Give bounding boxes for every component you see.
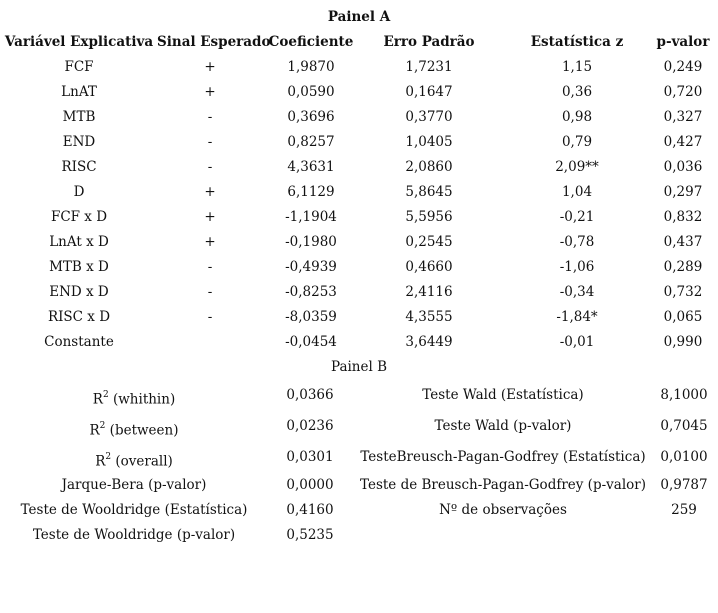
z-stat-cell: 0,79 xyxy=(561,134,593,150)
panel-a-title: Painel A xyxy=(327,9,391,25)
sign-cell: - xyxy=(207,159,213,175)
table-row xyxy=(0,280,718,305)
table-row xyxy=(0,180,718,205)
table-row xyxy=(0,412,718,443)
stat-label-text: R xyxy=(92,391,103,408)
stat-label: Jarque-Bera (p-valor) xyxy=(61,477,207,493)
stat-value: 0,0236 xyxy=(286,418,334,434)
std-error-cell: 0,2545 xyxy=(405,234,453,250)
table-row xyxy=(0,255,718,280)
stat-value: 0,5235 xyxy=(286,527,334,543)
std-error-cell: 0,3770 xyxy=(405,109,453,125)
table-row xyxy=(0,305,718,330)
coefficient-cell: -8,0359 xyxy=(285,309,337,325)
std-error-cell: 0,1647 xyxy=(405,84,453,100)
stat-label-text: R xyxy=(89,422,100,439)
stat-label xyxy=(10,381,258,412)
table-row xyxy=(0,381,718,412)
z-stat-cell: -0,34 xyxy=(559,284,595,300)
std-error-cell: 1,7231 xyxy=(405,59,453,75)
table-row xyxy=(0,155,718,180)
z-stat-cell: -0,01 xyxy=(559,334,595,350)
stat-value: 0,0000 xyxy=(286,477,334,493)
panel-a-header-row xyxy=(0,30,718,55)
table-row xyxy=(0,105,718,130)
p-value-cell: 0,437 xyxy=(663,234,703,250)
p-value-cell: 0,832 xyxy=(663,209,703,225)
table-row xyxy=(0,130,718,155)
variable-cell: LnAt x D xyxy=(49,234,109,250)
coefficient-cell: 0,8257 xyxy=(287,134,335,150)
std-error-cell: 4,3555 xyxy=(405,309,453,325)
variable-cell: Constante xyxy=(44,334,114,350)
stat-value-2 xyxy=(650,523,718,548)
coefficient-cell: 0,0590 xyxy=(287,84,335,100)
z-stat-cell: 0,98 xyxy=(561,109,593,125)
coefficient-cell: -0,4939 xyxy=(285,259,337,275)
p-value-cell: 0,065 xyxy=(663,309,703,325)
p-value-cell: 0,720 xyxy=(663,84,703,100)
sign-cell: - xyxy=(207,259,213,275)
sign-cell: + xyxy=(204,59,216,75)
header-z-stat: Estatística z xyxy=(530,34,624,50)
coefficient-cell: 6,1129 xyxy=(287,184,335,200)
p-value-cell: 0,732 xyxy=(663,284,703,300)
variable-cell: FCF xyxy=(64,59,94,75)
stat-label-suffix: (between) xyxy=(105,422,179,439)
coefficient-cell: -0,0454 xyxy=(285,334,337,350)
stat-value: 0,0366 xyxy=(286,387,334,403)
stat-label-2: TesteBreusch-Pagan-Godfrey (Estatística) xyxy=(360,449,646,465)
z-stat-cell: -0,78 xyxy=(559,234,595,250)
z-stat-cell: 1,15 xyxy=(561,59,593,75)
z-stat-cell: 2,09** xyxy=(555,159,599,175)
variable-cell: FCF x D xyxy=(50,209,108,225)
coefficient-cell: 0,3696 xyxy=(287,109,335,125)
stat-label-2 xyxy=(356,523,650,548)
sign-cell: - xyxy=(207,134,213,150)
variable-cell: LnAT xyxy=(61,84,97,100)
stat-label-2: Teste Wald (Estatística) xyxy=(422,387,584,403)
sign-cell: + xyxy=(204,234,216,250)
std-error-cell: 5,5956 xyxy=(405,209,453,225)
stat-value-2: 0,9787 xyxy=(660,477,708,493)
z-stat-cell: 1,04 xyxy=(561,184,593,200)
std-error-cell: 1,0405 xyxy=(405,134,453,150)
table-row xyxy=(0,523,718,548)
sign-cell xyxy=(157,330,263,355)
p-value-cell: 0,327 xyxy=(663,109,703,125)
p-value-cell: 0,289 xyxy=(663,259,703,275)
variable-cell: END xyxy=(62,134,96,150)
z-stat-cell: -0,21 xyxy=(559,209,595,225)
z-stat-cell: 0,36 xyxy=(561,84,593,100)
table-row xyxy=(0,80,718,105)
std-error-cell: 3,6449 xyxy=(405,334,453,350)
panel-b-title: Painel B xyxy=(330,359,388,375)
stat-label-2: Teste de Breusch-Pagan-Godfrey (p-valor) xyxy=(360,477,646,493)
sign-cell: + xyxy=(204,209,216,225)
p-value-cell: 0,990 xyxy=(663,334,703,350)
variable-cell: END x D xyxy=(49,284,109,300)
header-expected-sign: Sinal Esperado xyxy=(157,34,271,50)
superscript: 2 xyxy=(105,452,112,462)
stat-label xyxy=(10,443,258,474)
stat-label-suffix: (overall) xyxy=(111,453,173,470)
p-value-cell: 0,297 xyxy=(663,184,703,200)
table-row xyxy=(0,330,718,355)
table-row xyxy=(0,498,718,523)
coefficient-cell: -1,1904 xyxy=(285,209,337,225)
p-value-cell: 0,036 xyxy=(663,159,703,175)
std-error-cell: 2,0860 xyxy=(405,159,453,175)
header-std-error: Erro Padrão xyxy=(383,34,475,50)
variable-cell: RISC xyxy=(61,159,97,175)
variable-cell: D xyxy=(73,184,85,200)
table-row xyxy=(0,55,718,80)
table-row xyxy=(0,230,718,255)
stat-label: Teste de Wooldridge (p-valor) xyxy=(32,527,236,543)
stat-label-2: Teste Wald (p-valor) xyxy=(434,418,572,434)
stat-value: 0,4160 xyxy=(286,502,334,518)
superscript: 2 xyxy=(102,390,109,400)
p-value-cell: 0,249 xyxy=(663,59,703,75)
variable-cell: MTB x D xyxy=(49,259,109,275)
coefficient-cell: -0,1980 xyxy=(285,234,337,250)
sign-cell: - xyxy=(207,284,213,300)
header-variable: Variável Explicativa xyxy=(4,34,154,50)
stat-value-2: 0,7045 xyxy=(660,418,708,434)
z-stat-cell: -1,84* xyxy=(556,309,598,325)
variable-cell: MTB xyxy=(62,109,96,125)
std-error-cell: 0,4660 xyxy=(405,259,453,275)
stat-value-2: 0,0100 xyxy=(660,449,708,465)
stat-label: Teste de Wooldridge (Estatística) xyxy=(20,502,248,518)
stat-label xyxy=(10,412,258,443)
superscript: 2 xyxy=(99,421,106,431)
coefficient-cell: -0,8253 xyxy=(285,284,337,300)
std-error-cell: 2,4116 xyxy=(405,284,453,300)
sign-cell: - xyxy=(207,309,213,325)
std-error-cell: 5,8645 xyxy=(405,184,453,200)
table-row xyxy=(0,443,718,474)
sign-cell: + xyxy=(204,184,216,200)
coefficient-cell: 1,9870 xyxy=(287,59,335,75)
stat-value-2: 8,1000 xyxy=(660,387,708,403)
variable-cell: RISC x D xyxy=(47,309,111,325)
stat-label-2: Nº de observações xyxy=(439,502,567,518)
stat-label-text: R xyxy=(95,453,106,470)
stat-label-suffix: (whithin) xyxy=(108,391,176,408)
stat-value: 0,0301 xyxy=(286,449,334,465)
table-row xyxy=(0,205,718,230)
coefficient-cell: 4,3631 xyxy=(287,159,335,175)
sign-cell: - xyxy=(207,109,213,125)
header-coefficient: Coeficiente xyxy=(268,34,354,50)
header-p-value: p-valor xyxy=(656,34,710,50)
table-row xyxy=(0,473,718,498)
stat-value-2: 259 xyxy=(671,502,697,518)
p-value-cell: 0,427 xyxy=(663,134,703,150)
sign-cell: + xyxy=(204,84,216,100)
z-stat-cell: -1,06 xyxy=(559,259,595,275)
